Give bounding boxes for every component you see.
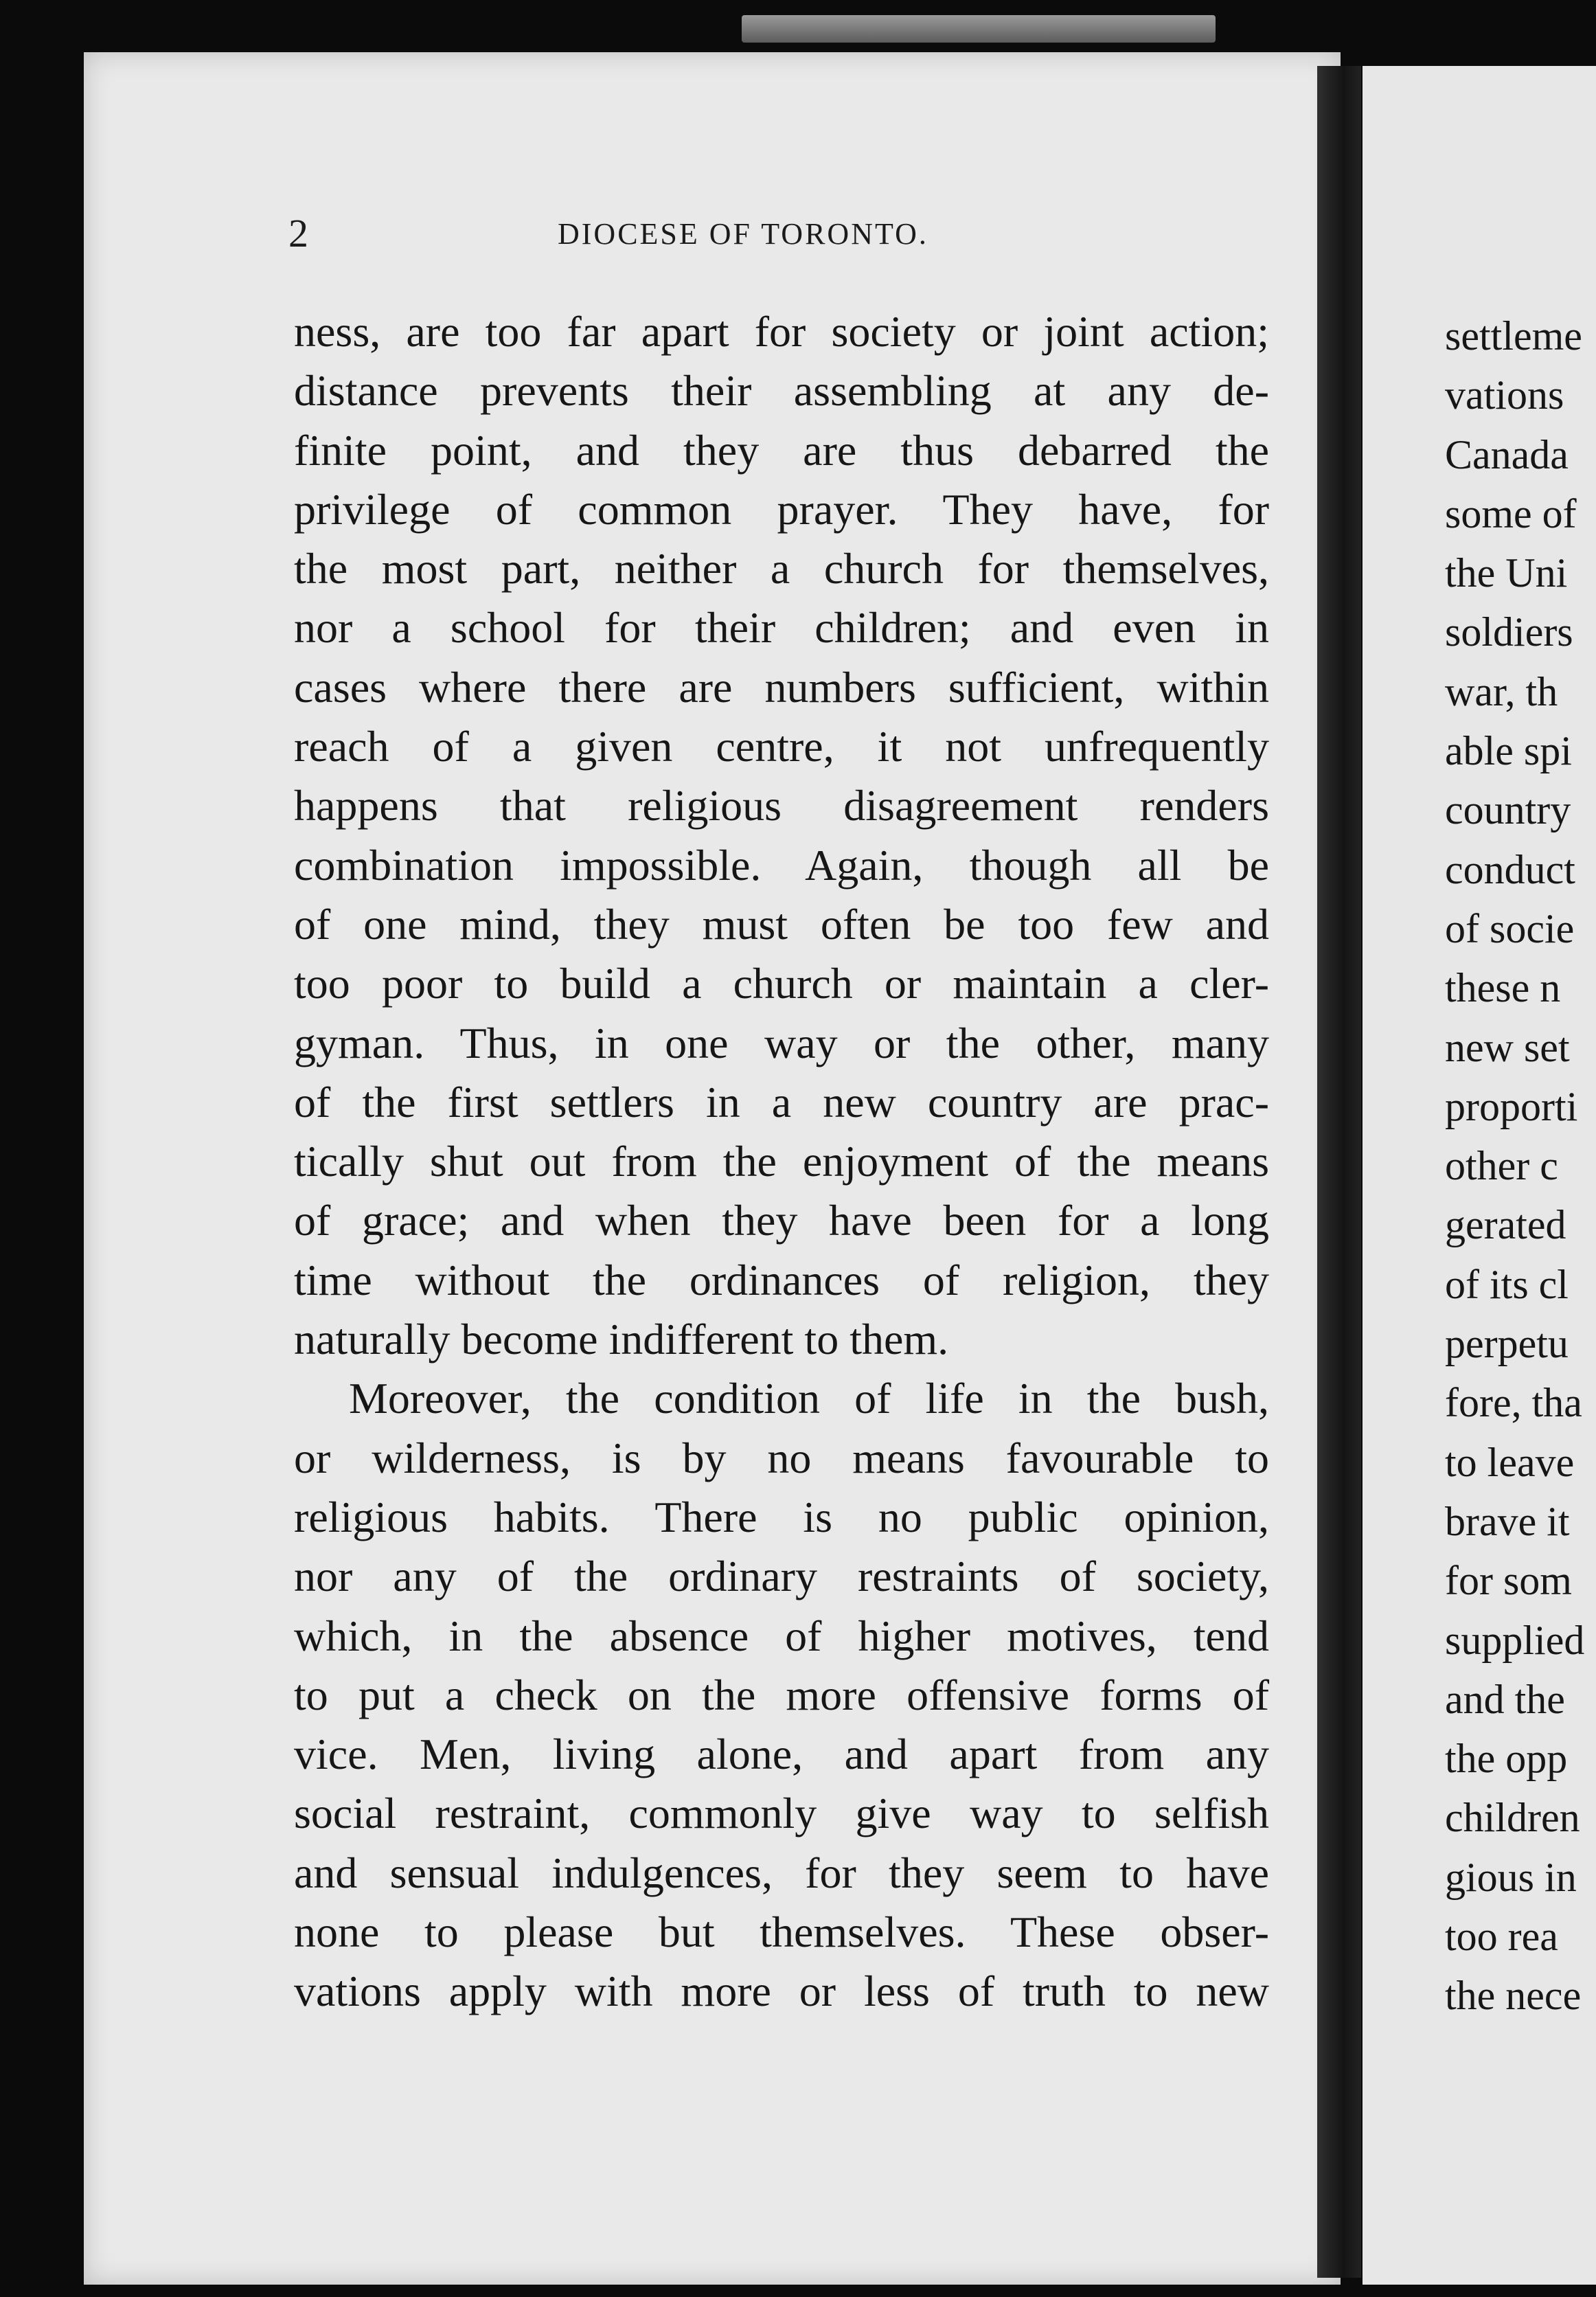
text-line: privilege of common prayer. They have, for [294, 484, 1269, 534]
text-line: religious habits. There is no public opinion, [294, 1492, 1269, 1541]
running-head [288, 210, 1264, 258]
facing-text-line: to leave [1445, 1439, 1575, 1485]
facing-text-line: new set [1445, 1024, 1570, 1070]
text-line: combination impossible. Again, though all be [294, 840, 1269, 890]
facing-text-line: vations [1445, 372, 1564, 418]
facing-text-line: too rea [1445, 1914, 1558, 1960]
facing-text-line: gerated [1445, 1202, 1566, 1248]
text-line: happens that religious disagreement renders [294, 781, 1269, 830]
facing-text-line: the opp [1445, 1736, 1568, 1782]
text-line: social restraint, commonly give way to selfish [294, 1789, 1269, 1838]
text-line: of the first settlers in a new country are prac- [294, 1077, 1269, 1127]
facing-text-line: fore, tha [1445, 1380, 1582, 1426]
facing-text-line: perpetu [1445, 1321, 1569, 1367]
body-text [294, 302, 1269, 2022]
text-line: too poor to build a church or maintain a cler- [294, 959, 1269, 1008]
facing-page-text [1445, 306, 1584, 2026]
facing-text-line: proporti [1445, 1083, 1578, 1129]
text-line: of one mind, they must often be too few and [294, 899, 1269, 949]
text-line: or wilderness, is by no means favourable to [294, 1433, 1269, 1482]
text-line: gyman. Thus, in one way or the other, many [294, 1018, 1269, 1067]
facing-text-line: some of [1445, 490, 1577, 536]
scanner-edge-strip [742, 15, 1216, 43]
facing-text-line: soldiers [1445, 609, 1573, 655]
text-line: none to please but themselves. These obser- [294, 1908, 1269, 1957]
running-title: DIOCESE OF TORONTO. [558, 217, 928, 251]
facing-text-line: country [1445, 787, 1571, 833]
text-line: vations apply with more or less of truth to new [294, 1967, 1269, 2016]
facing-text-line: of its cl [1445, 1261, 1569, 1307]
text-line: ness, are too far apart for society or joint action; [294, 307, 1269, 356]
facing-text-line: conduct [1445, 846, 1575, 892]
facing-text-line: the nece [1445, 1973, 1582, 2019]
text-line: naturally become indifferent to them. [294, 1315, 949, 1364]
text-line: Moreover, the condition of life in the bush, [349, 1374, 1269, 1423]
facing-text-line: of socie [1445, 905, 1575, 951]
facing-text-line: for som [1445, 1558, 1572, 1604]
text-line: nor any of the ordinary restraints of society, [294, 1552, 1269, 1601]
text-line: of grace; and when they have been for a long [294, 1196, 1269, 1245]
facing-text-line: gious in [1445, 1854, 1577, 1900]
text-line: and sensual indulgences, for they seem to have [294, 1848, 1269, 1897]
book-gutter [1317, 66, 1361, 2278]
facing-text-line: children [1445, 1795, 1580, 1841]
facing-text-line: these n [1445, 965, 1561, 1011]
text-line: the most part, neither a church for themselves, [294, 544, 1269, 593]
facing-text-line: war, th [1445, 668, 1558, 714]
text-line: reach of a given centre, it not unfrequently [294, 722, 1269, 771]
text-line: nor a school for their children; and even in [294, 603, 1269, 653]
page-number: 2 [288, 211, 308, 256]
facing-text-line: the Uni [1445, 550, 1568, 596]
facing-text-line: and the [1445, 1676, 1565, 1722]
text-line: vice. Men, living alone, and apart from any [294, 1730, 1269, 1779]
facing-text-line: other c [1445, 1143, 1558, 1189]
facing-text-line: supplied [1445, 1617, 1585, 1663]
text-line: which, in the absence of higher motives, tend [294, 1611, 1269, 1660]
facing-text-line: able spi [1445, 728, 1572, 774]
facing-text-line: settleme [1445, 313, 1582, 359]
text-line: to put a check on the more offensive forms of [294, 1670, 1269, 1719]
facing-text-line: Canada [1445, 431, 1569, 477]
text-line: cases where there are numbers sufficient, within [294, 662, 1269, 712]
text-line: tically shut out from the enjoyment of the means [294, 1137, 1269, 1186]
text-line: time without the ordinances of religion, they [294, 1255, 1269, 1304]
facing-text-line: brave it [1445, 1498, 1570, 1544]
text-line: finite point, and they are thus debarred the [294, 425, 1269, 475]
text-line: distance prevents their assembling at any de- [294, 366, 1269, 416]
